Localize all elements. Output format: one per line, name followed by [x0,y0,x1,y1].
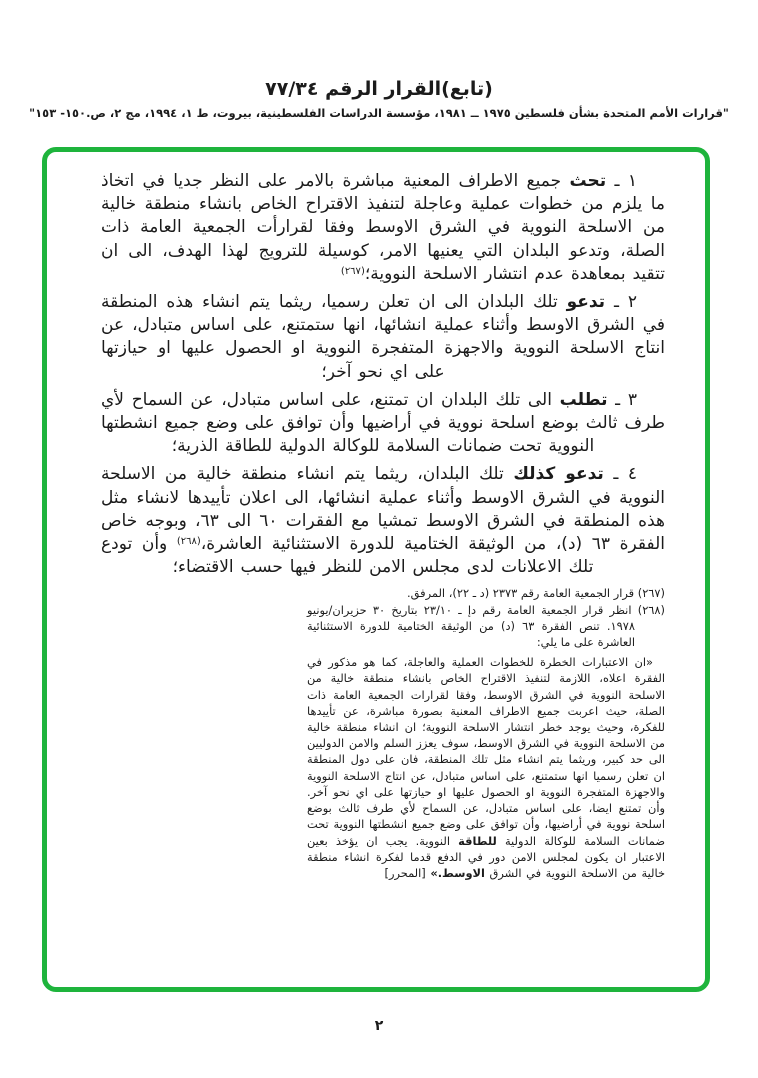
paragraph-lead-word: تدعو كذلك [513,464,604,485]
page-title: (تابع)القرار الرقم ٧٧/٣٤ [265,78,493,100]
resolution-paragraph-4 [101,463,665,579]
paragraph-text: تلك البلدان، ريثما يتم انشاء منطقة خالية من الاسلحة النووية في الشرق الاوسط وأثناء عملية انشائها، الى اعلان تأييدها لانشاء مثل هذه المنطقة في الشرق الاوسط تمشيا مع الفقرات ٦٠ الى ٦٣، وبوجه خاص الفقرة ٦٣ (د)، من الوثيقة الختامية للدورة الاستثنائية العاشرة، [101,464,666,555]
paragraph-text-tail: وأن تودع تلك الاعلانات لدى مجلس الامن للنظر فيها حسب الاقتضاء؛ [101,534,594,578]
quotation-bold-word: للطاقة [458,833,497,848]
paragraph-marker: ٣ ـ [607,389,637,410]
footnote-ref-268: (٢٦٨) [176,536,201,548]
footnote-label: (٢٦٨) [637,602,665,617]
paragraph-lead-word: تطلب [559,389,608,410]
quotation-text-continued: النووية. يجب ان يؤخذ بعين الاعتبار ان يكون لمجلس الامن دور في الدفع قدما لفكرة انشاء منطقة خالية من الاسلحة النووية في الشرق [307,833,665,880]
quotation-bold-end: الاوسط.» [430,865,485,880]
footnote-label: (٢٦٧) [637,586,665,601]
paragraph-lead-word: تدعو [566,292,606,313]
paragraph-marker: ٢ ـ [605,292,637,313]
footnotes-section [307,585,665,881]
page-number: ٢ [374,1018,384,1034]
editor-tag: [المحرر] [384,865,431,880]
quotation-block [307,654,665,881]
source-citation: "قرارات الأمم المتحدة بشأن فلسطين ١٩٧٥ ــ ١٩٨١، مؤسسة الدراسات الفلسطينية، بيروت، ط ١، ١٩٩٤، مج ٢، ص.١٥٠- ١٥٣" [29,106,729,120]
footnote-267 [307,585,665,601]
resolution-paragraph-3 [101,389,665,459]
footnote-ref-267: (٢٦٧) [340,265,365,277]
paragraph-text: جميع الاطراف المعنية مباشرة بالامر على النظر جديا في اتخاذ ما يلزم من خطوات عملية وعاجلة لتنفيذ الاقتراح الخاص بانشاء منطقة خالية من الاسلحة النووية في الشرق الاوسط وفقا لقرارأت الجمعية العامة ذات الصلة، وتدعو البلدان التي يعنيها الامر، كوسيلة للترويج لهذا الهدف، الى ان تتقيد بمعاهدة عدم انتشار الاسلحة النووية؛ [101,171,665,284]
green-highlight-box [42,147,710,992]
footnote-text: انظر قرار الجمعية العامة رقم دإ ـ ٢٣/١٠ بتاريخ ٣٠ حزيران/يونيو ١٩٧٨. تنص الفقرة ٦٣ (د) من الوثيقة الختامية للدورة الاستثنائية العاشرة على ما يلي: [307,602,635,650]
resolution-paragraph-1 [101,170,665,286]
quotation-text: «ان الاعتبارات الخطرة للخطوات العملية والعاجلة، كما هو مذكور في الفقرة اعلاه، اللازمة لتنفيذ الاقتراح الخاص بانشاء منطقة خالية من الاسلحة النووية في الشرق الاوسط، وفقا لقرارات الجمعية العامة ذات الصلة، حيث اعربت جميع الاطراف المعنية بصورة مباشرة، عن تأييدها للفكرة، وحيث يوجد خطر انتشار الاسلحة النووية؛ ان انشاء منطقة خالية من الاسلحة النووية في الشرق الاوسط، سوف يعزز السلم والامن الدوليين الى حد كبير، وريثما يتم انشاء مثل تلك المنطقة، فان على دول المنطقة ان تعلن رسميا انها ستمتنع، على اساس متبادل، عن انتاج الاسلحة النووية والاجهزة المتفجرة النووية او الحصول عليها او حيازتها على اي نحو آخر. وأن تمتنع ايضا، على اساس متبادل، عن السماح لأي طرف ثالث بوضع اسلحة نووية في أراضيها، وأن توافق على وضع جميع انشطتها النووية تحت ضمانات السلامة للوكالة الدولية [307,655,665,848]
paragraph-lead-word: تحث [569,171,607,191]
paragraph-marker: ٤ ـ [603,464,637,485]
paragraph-text: الى تلك البلدان ان تمتنع، على اساس متبادل، عن السماح لأي طرف ثالث بوضع اسلحة نووية في أراضيها وأن توافق على وضع جميع انشطتها النووية تحت ضمانات السلامة للوكالة الدولية للطاقة الذرية؛ [101,389,665,457]
resolution-body [101,170,665,579]
footnote-268 [307,602,665,651]
paragraph-text: تلك البلدان الى ان تعلن رسميا، ريثما يتم انشاء هذه المنطقة في الشرق الاوسط وأثناء عملية انشائها، انها ستمتنع، على اساس متبادل، عن انتاج الاسلحة النووية والاجهزة المتفجرة النووية او الحصول عليها او حيازتها على اي نحو آخر؛ [101,292,665,382]
resolution-paragraph-2 [101,291,665,384]
footnote-text: قرار الجمعية العامة رقم ٢٣٧٣ (د ـ ٢٢)، المرفق. [407,586,635,601]
paragraph-marker: ١ ـ [606,171,637,191]
